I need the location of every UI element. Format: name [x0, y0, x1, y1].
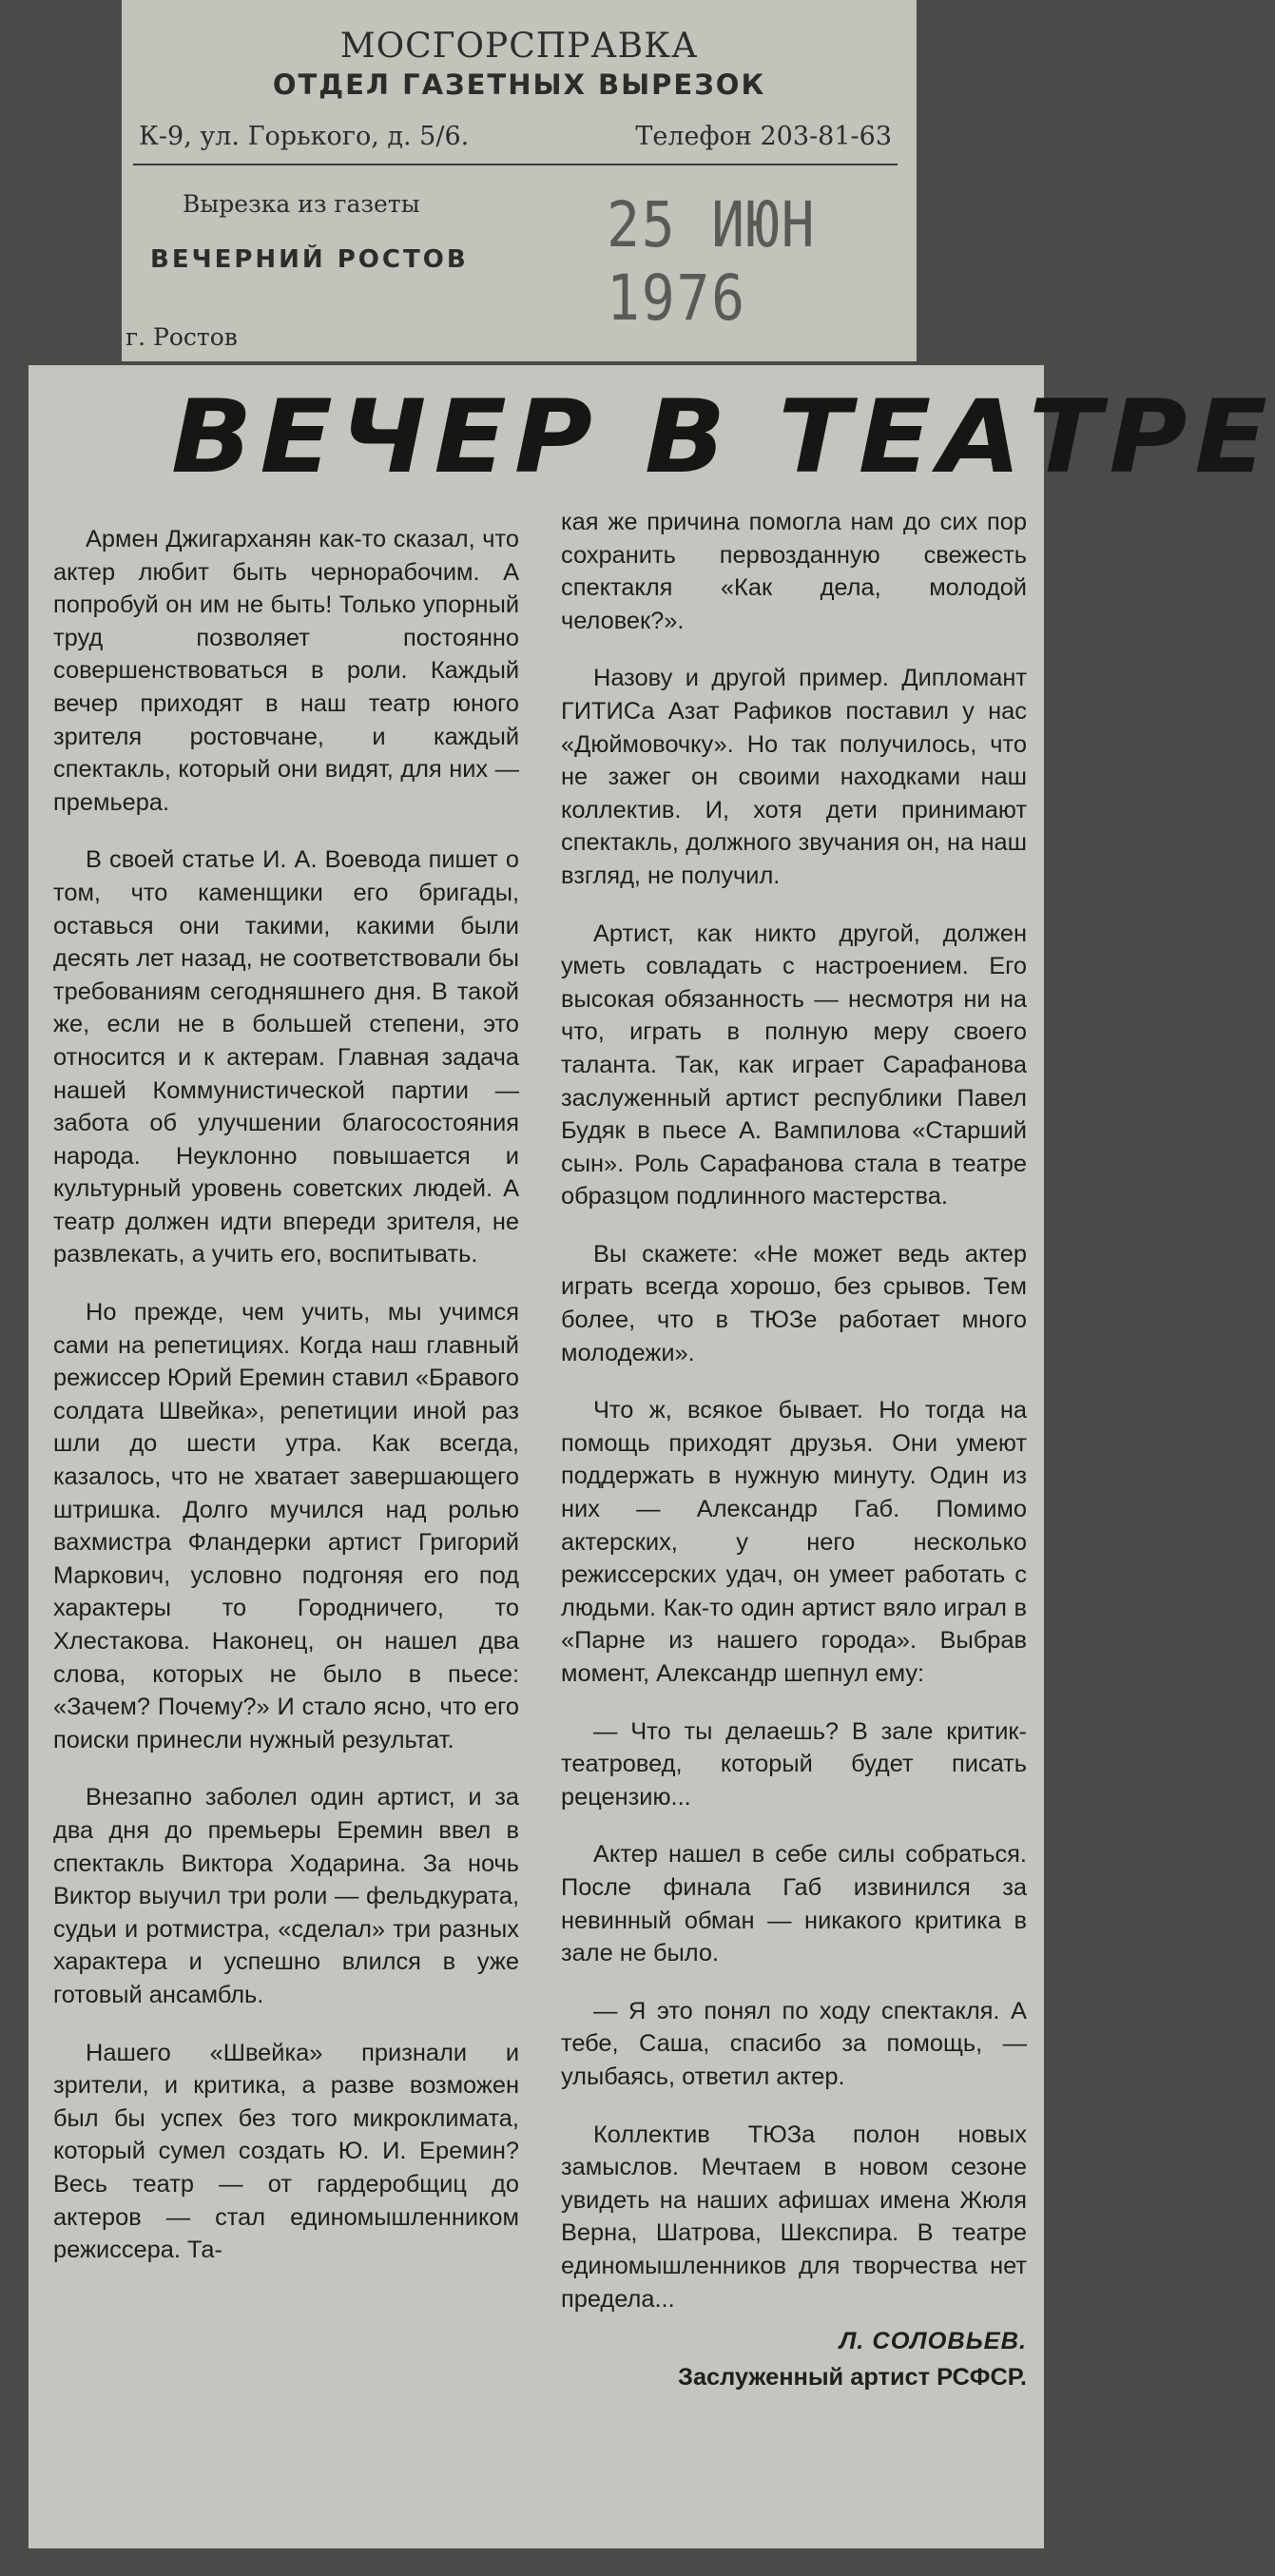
paragraph: Вы скажете: «Не может ведь актер играть всегда хорошо, без срывов. Тем более, что в ТЮЗе работает много молодежи». [561, 1240, 1027, 1366]
author-title: Заслуженный артист РСФСР. [678, 2364, 1027, 2392]
paragraph: — Что ты делаешь? В зале критик-театровед, который будет писать рецензию... [561, 1717, 1027, 1811]
article-headline: ВЕЧЕР В ТЕАТРЕ [171, 378, 1275, 496]
paragraph: кая же причина помогла нам до сих пор сохранить первозданную свежесть спектакля «Как дела, молодой человек?». [561, 509, 1027, 634]
paragraph: Что ж, всякое бывает. Но тогда на помощь приходят друзья. Они умеют поддержать в нужную минуту. Один из них — Александр Габ. Помимо актерских, у него несколько режиссерских удач, он умеет работать с людьми. Как-то один артист вяло играл в «Парне из нашего города». Выбрав момент, Александр шепнул ему: [561, 1397, 1027, 1687]
archive-stamp [122, 0, 917, 361]
stamp-clip-label: Вырезка из газеты [183, 190, 420, 218]
stamp-newspaper-name: ВЕЧЕРНИЙ РОСТОВ [150, 245, 469, 274]
article-column-2 [561, 506, 1027, 2395]
paragraph: Армен Джигарханян как-то сказал, что актер любит быть чернорабочим. А попробуй он им не быть! Только упорный труд позволяет постоянно совершенствоваться в роли. Каждый вечер приходят в наш театр юного зрителя ростовчане, и каждый спектакль, который они видят, для них — премьера. [53, 526, 519, 816]
article-signature [561, 2323, 1027, 2395]
paragraph: Нашего «Швейка» признали и зрители, и критика, а разве возможен был бы успех без того микроклимата, который сумел создать Ю. И. Еремин? Весь театр — от гардеробщиц до актеров — стал единомышленником режиссера. Та- [53, 2039, 519, 2264]
paragraph: Коллектив ТЮЗа полон новых замыслов. Мечтаем в новом сезоне увидеть на наших афишах имена Жюля Верна, Шатрова, Шекспира. В театре единомышленников для творчества нет предела... [561, 2121, 1027, 2313]
paragraph: Актер нашел в себе силы собраться. После финала Габ извинился за невинный обман — никакого критика в зале не было. [561, 1841, 1027, 1967]
paragraph: В своей статье И. А. Воевода пишет о том, что каменщики его бригады, оставься они такими, какими были десять лет назад, не соответствовали бы требованиям сегодняшнего дня. В такой же, если не в большей степени, это относится и к актерам. Главная задача нашей Коммунистической партии — забота об улучшении благосостояния народа. Неуклонно повышается и культурный уровень советских людей. А театр должен идти впереди зрителя, не развлекать, а учить его, воспитывать. [53, 846, 519, 1269]
stamp-organization: МОСГОРСПРАВКА [339, 27, 699, 66]
paragraph: — Я это понял по ходу спектакля. А тебе, Саша, спасибо за помощь, — улыбаясь, ответил актер. [561, 1997, 1027, 2090]
stamp-phone: Телефон 203-81-63 [635, 122, 892, 151]
stamp-city: г. Ростов [126, 323, 238, 351]
article-column-1 [53, 523, 519, 2267]
stamp-address: К-9, ул. Горького, д. 5/6. [139, 122, 470, 151]
author-name: Л. СОЛОВЬЕВ. [839, 2328, 1027, 2355]
paragraph: Внезапно заболел один артист, и за два дня до премьеры Еремин ввел в спектакль Виктора Ходарина. За ночь Виктор выучил три роли — фельдкурата, судьи и ротмистра, «сделал» три разных характера и успешно влился в уже готовый ансамбль. [53, 1784, 519, 2008]
paragraph: Артист, как никто другой, должен уметь совладать с настроением. Его высокая обязанность — несмотря ни на что, играть в полную меру своего таланта. Так, как играет Сарафанова заслуженный артист республики Павел Будяк в пьесе А. Вампилова «Старший сын». Роль Сарафанова стала в театре образцом подлинного мастерства. [561, 920, 1027, 1211]
paragraph: Но прежде, чем учить, мы учимся сами на репетициях. Когда наш главный режиссер Юрий Еремин ставил «Бравого солдата Швейка», репетиции иной раз шли до шести утра. Как всегда, казалось, что не хватает завершающего штришка. Долго мучился над ролью вахмистра Фландерки артист Григорий Маркович, условно подгоняя его под характеры то Городничего, то Хлестакова. Наконец, он нашел два слова, которых не было в пьесе: «Зачем? Почему?» И стало ясно, что его поиски принесли нужный результат. [53, 1299, 519, 1753]
paragraph: Назову и другой пример. Дипломант ГИТИСа Азат Рафиков поставил у нас «Дюймовочку». Но так получилось, что не зажег он своими находками наш коллектив. И, хотя дети принимают спектакль, должного звучания он, на наш взгляд, не получил. [561, 665, 1027, 889]
stamp-divider [133, 164, 898, 165]
stamp-department: ОТДЕЛ ГАЗЕТНЫХ ВЫРЕЗОК [272, 68, 766, 101]
newspaper-clipping [29, 365, 1275, 2548]
stamp-date: 25 ИЮН 1976 [607, 188, 817, 335]
